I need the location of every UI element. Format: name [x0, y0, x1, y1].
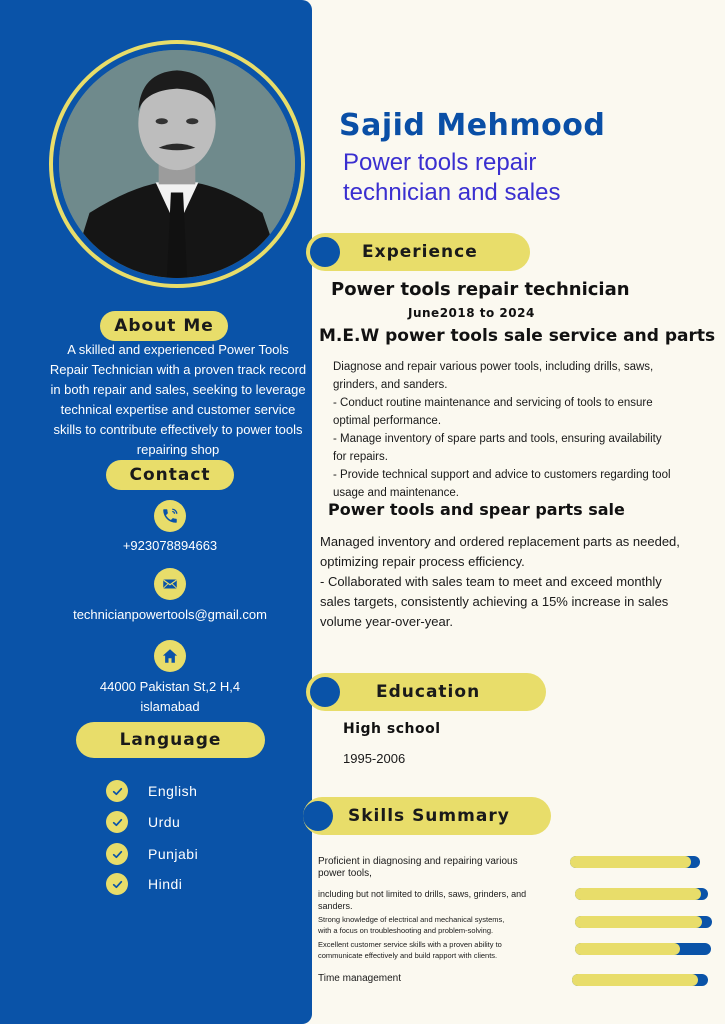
home-icon	[154, 640, 186, 672]
education-school: High school	[343, 721, 441, 737]
language-item	[106, 842, 199, 866]
language-label: Punjabi	[148, 846, 199, 862]
experience-heading: Experience	[362, 242, 478, 262]
contact-heading: Contact	[106, 460, 234, 490]
about-text: A skilled and experienced Power Tools Repair Technician with a proven track record in both repair and sales, seeking to leverage technical expertise and customer service skills to contribute effectively to power tools repairing shop	[49, 342, 307, 457]
language-item	[106, 779, 198, 803]
skill-bar	[570, 856, 700, 868]
section-dot-icon	[310, 237, 340, 267]
education-years: 1995-2006	[343, 751, 406, 766]
language-label: Hindi	[148, 876, 183, 892]
profile-photo	[59, 50, 295, 278]
job1-dates: June2018 to 2024	[408, 306, 535, 320]
mail-icon	[154, 568, 186, 600]
language-item	[106, 872, 183, 896]
skill-bar	[575, 888, 708, 900]
skill-text: Strong knowledge of electrical and mechanical systems, with a focus on troubleshooting and problem-solving.	[318, 915, 505, 935]
job1-bullet: - Conduct routine maintenance and servicing of tools to ensure optimal performance.	[333, 397, 653, 427]
section-dot-icon	[303, 801, 333, 831]
about-heading: About Me	[100, 311, 228, 341]
section-dot-icon	[310, 677, 340, 707]
person-role: Power tools repair technician and sales	[343, 149, 561, 206]
check-icon	[106, 811, 128, 833]
job1-bullet: - Provide technical support and advice to customers regarding tool usage and maintenance.	[333, 469, 671, 499]
check-icon	[106, 873, 128, 895]
job1-title: Power tools repair technician	[331, 279, 630, 300]
check-icon	[106, 780, 128, 802]
job1-company: M.E.W power tools sale service and parts	[319, 326, 716, 346]
job2-bullet: - Collaborated with sales team to meet and exceed monthly sales targets, consistently achieving a 15% increase in sales volume year-over-year.	[320, 574, 669, 629]
language-label: Urdu	[148, 814, 181, 830]
skill-text: Proficient in diagnosing and repairing various power tools,	[318, 856, 518, 879]
skill-bar	[575, 943, 711, 955]
contact-email: technicianpowertools@gmail.com	[73, 607, 267, 622]
skills-heading-pill	[303, 797, 551, 835]
skill-bar	[572, 974, 708, 986]
person-name: Sajid Mehmood	[339, 108, 606, 143]
profile-photo-frame	[49, 40, 305, 288]
education-heading: Education	[376, 682, 481, 702]
job2-title: Power tools and spear parts sale	[328, 500, 625, 519]
job2-bullet: Managed inventory and ordered replacement parts as needed, optimizing repair process efficiency.	[320, 534, 680, 569]
skill-text: Time management	[318, 973, 401, 984]
education-heading-pill	[306, 673, 546, 711]
language-label: English	[148, 783, 198, 799]
job1-bullet: - Manage inventory of spare parts and tools, ensuring availability for repairs.	[333, 433, 662, 463]
skills-heading: Skills Summary	[348, 806, 510, 826]
skill-bar	[575, 916, 712, 928]
contact-address-line1: 44000 Pakistan St,2 H,4	[99, 679, 241, 694]
skill-text: including but not limited to drills, saws, grinders, and sanders.	[318, 889, 527, 911]
contact-phone: +923078894663	[122, 538, 218, 553]
experience-heading-pill	[306, 233, 530, 271]
phone-icon	[154, 500, 186, 532]
skill-text: Excellent customer service skills with a proven ability to communicate effectively and build rapport with clients.	[318, 940, 502, 960]
language-heading: Language	[76, 722, 265, 758]
language-item	[106, 810, 181, 834]
job2-description	[320, 532, 685, 632]
job1-description	[333, 358, 673, 502]
check-icon	[106, 843, 128, 865]
job1-bullet: Diagnose and repair various power tools, including drills, saws, grinders, and sanders.	[333, 361, 654, 391]
contact-address-line2: islamabad	[140, 699, 200, 714]
